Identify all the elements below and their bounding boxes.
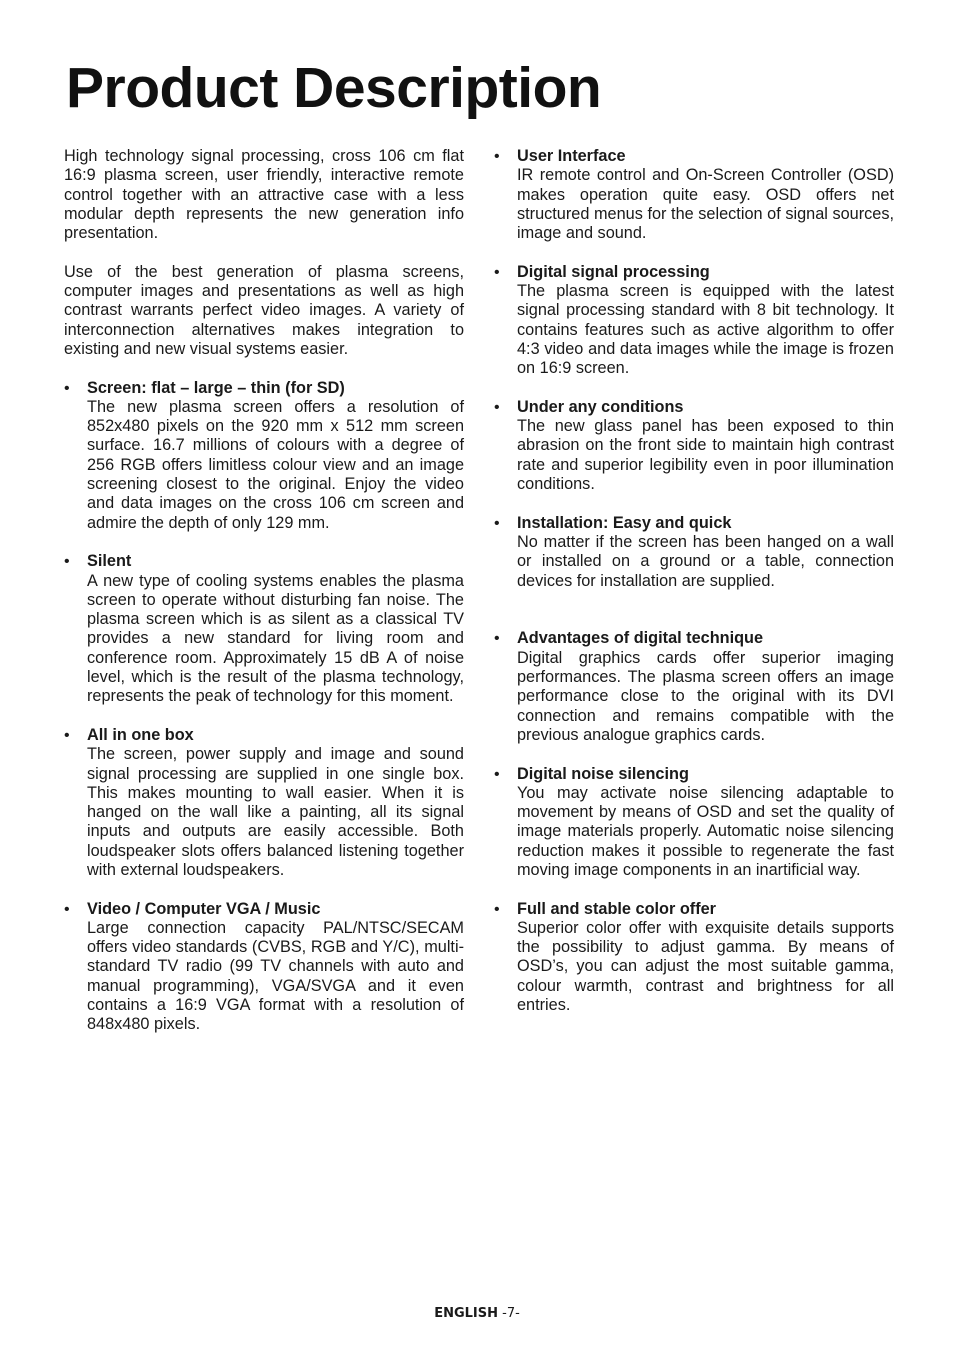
feature-title: Installation: Easy and quick (517, 513, 732, 532)
right-column (494, 147, 894, 1035)
bullet-icon: • (64, 553, 70, 571)
intro-paragraph: Use of the best generation of plasma screens, computer images and presentations as well as high contrast warrants perfect video images. A variety of interconnection alternatives makes integration to existing and new visual systems easier. (64, 262, 464, 358)
bullet-icon: • (494, 398, 500, 416)
feature-item (64, 379, 464, 533)
feature-body: IR remote control and On-Screen Controller (OSD) makes operation quite easy. OSD offers net structured menus for the selection of signal sources, image and sound. (517, 166, 894, 243)
left-column (64, 147, 464, 1054)
footer-language: ENGLISH (434, 1306, 498, 1321)
page-footer (0, 1306, 954, 1321)
intro-paragraph: High technology signal processing, cross 106 cm flat 16:9 plasma screen, user friendly, interactive remote control together with an attractive case with a less modular depth represents the new generation info presentation. (64, 147, 464, 243)
feature-title: Advantages of digital technique (517, 629, 764, 648)
bullet-icon: • (494, 765, 500, 783)
bullet-icon: • (494, 514, 500, 532)
bullet-icon: • (64, 726, 70, 744)
feature-item (494, 765, 894, 881)
page-number: -7- (502, 1306, 520, 1321)
feature-item (494, 900, 894, 1016)
feature-body: Large connection capacity PAL/NTSC/SECAM offers video standards (CVBS, RGB and Y/C), multi-standard TV radio (99 TV channels with auto and manual programming), VGA/SVGA and it even contains a 16:9 VGA format with a resolution of 848x480 pixels. (87, 918, 464, 1034)
feature-item (494, 147, 894, 243)
feature-body: No matter if the screen has been hanged on a wall or installed on a ground or a table, connection devices for installation are supplied. (517, 532, 894, 590)
bullet-icon: • (494, 148, 500, 165)
feature-item (494, 629, 894, 745)
feature-body: Digital graphics cards offer superior imaging performances. The plasma screen offers an image performance close to the original with its DVI connection and remains compatible with the previous analogue graphics cards. (517, 648, 894, 744)
bullet-icon: • (494, 263, 500, 281)
feature-body: Superior color offer with exquisite details supports the possibility to adjust gamma. By means of OSD’s, you can adjust the most suitable gamma, colour warmth, contrast and brightness for all entries. (517, 918, 894, 1015)
page-title: Product Description (66, 56, 602, 120)
feature-item (64, 552, 464, 706)
feature-item (494, 263, 894, 379)
feature-body: The new plasma screen offers a resolution of 852x480 pixels on the 920 mm x 512 mm screen surface. 16.7 millions of colours with a degree of 256 RGB offers limitless colour view and an image screening closest to the original. Enjoy the video and data images on the cross 106 cm screen and admire the depth of only 129 mm. (87, 397, 464, 532)
feature-body: The plasma screen is equipped with the latest signal processing standard with 8 bit technology. It contains features such as active algorithm to offer 4:3 video and data images while the image is frozen on 16:9 screen. (517, 282, 894, 378)
spacer (494, 610, 894, 629)
feature-body: You may activate noise silencing adaptable to movement by means of OSD and set the quality of image materials properly. Automatic noise silencing reduction makes it possible to regenerate the fast moving image components in an inartificial way. (517, 783, 894, 879)
feature-title: Silent (87, 552, 132, 571)
bullet-icon: • (64, 900, 70, 918)
feature-body: The new glass panel has been exposed to thin abrasion on the front side to maintain high contrast rate and superior legibility even in poor illumination conditions. (517, 417, 894, 494)
feature-title: Full and stable color offer (517, 899, 717, 918)
bullet-icon: • (494, 900, 500, 918)
feature-item (494, 514, 894, 591)
feature-title: Screen: flat – large – thin (for SD) (87, 378, 345, 397)
feature-title: All in one box (87, 725, 194, 744)
feature-item (64, 726, 464, 880)
feature-body: The screen, power supply and image and sound signal processing are supplied in one single box. This makes mounting to wall easier. When it is hanged on the wall like a painting, all its signal inputs and outputs are easily accessible. Both loudspeaker slots offers balanced listening together with external loudspeakers. (87, 745, 464, 879)
bullet-icon: • (494, 630, 500, 648)
feature-title: Digital signal processing (517, 262, 710, 281)
feature-title: User Interface (517, 147, 626, 165)
feature-title: Video / Computer VGA / Music (87, 899, 321, 918)
feature-title: Digital noise silencing (517, 764, 689, 783)
feature-item (64, 900, 464, 1035)
feature-title: Under any conditions (517, 397, 684, 416)
bullet-icon: • (64, 379, 70, 397)
feature-item (494, 398, 894, 494)
feature-body: A new type of cooling systems enables the plasma screen to operate without disturbing fan noise. The plasma screen which is as silent as a classical TV provides a new standard for living room and conference room. Approximately 15 dB A of noise level, which is the result of the plasma technology, represents the peak of technology for this moment. (87, 571, 464, 706)
